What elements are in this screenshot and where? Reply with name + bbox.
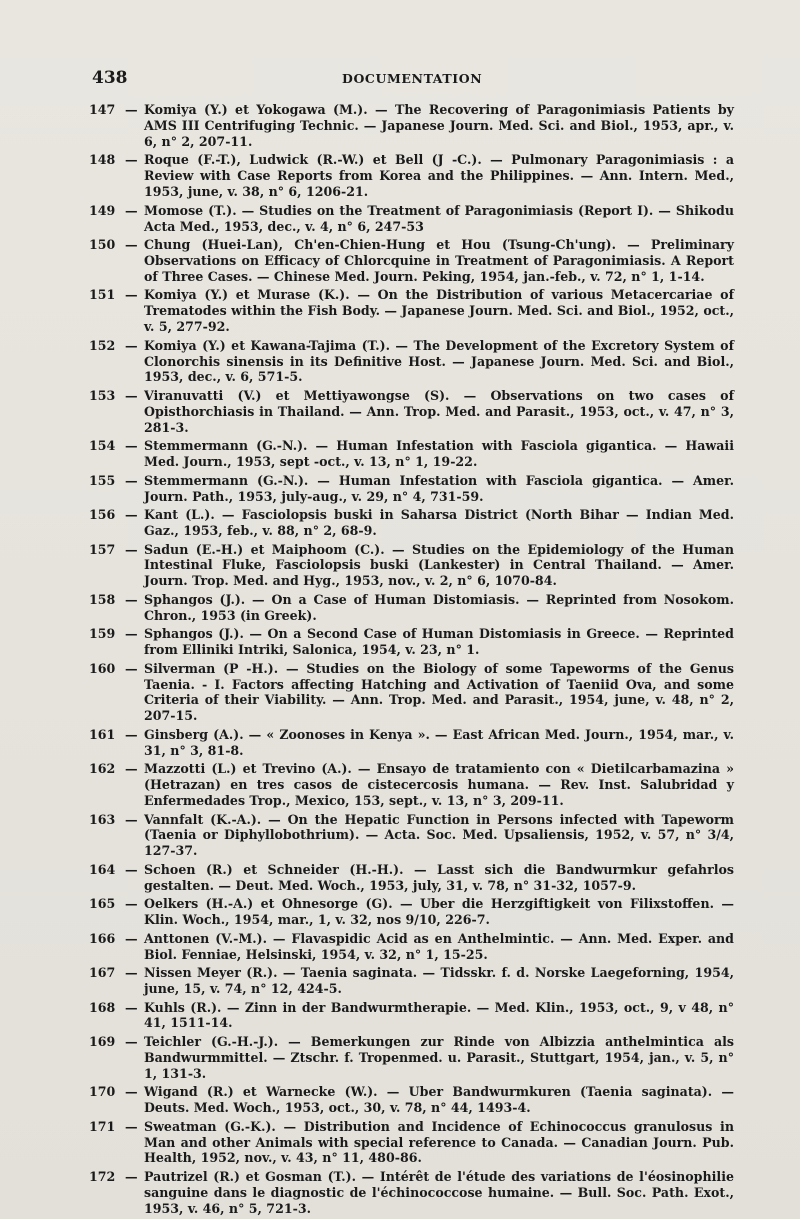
entry-number: 171 bbox=[89, 1118, 116, 1134]
bibliography-entry bbox=[89, 626, 734, 658]
entry-dash: — bbox=[125, 1084, 138, 1100]
entry-citation: Oelkers (H.-A.) et Ohnesorge (G). — Uber die Herzgiftigkeit von Filixstoffen. — Klin. Woch., 1954, mar., 1, v. 32, nos 9/10, 226-7. bbox=[144, 896, 734, 928]
entry-number: 153 bbox=[89, 387, 116, 403]
entry-citation: Stemmermann (G.-N.). — Human Infestation with Fasciola gigantica. — Amer. Journ. Path., 1953, july-aug., v. 29, n° 4, 731-59. bbox=[144, 472, 734, 504]
entry-citation: Pautrizel (R.) et Gosman (T.). — Intérêt de l'étude des variations de l'éosinophilie sanguine dans le diagnostic de l'échinococcose humaine. — Bull. Soc. Path. Exot., 1953, v. 46, n° 5, 721-3. bbox=[144, 1168, 734, 1216]
entry-citation: Sphangos (J.). — On a Second Case of Human Distomiasis in Greece. — Reprinted from Elliniki Intriki, Salonica, 1954, v. 23, n° 1. bbox=[144, 626, 734, 658]
entry-citation: Roque (F.-T.), Ludwick (R.-W.) et Bell (J -C.). — Pulmonary Paragonimiasis : a Review with Case Reports from Korea and the Philippines. — Ann. Intern. Med., 1953, june, v. 38, n° 6, 1206-21. bbox=[144, 152, 734, 200]
entry-dash: — bbox=[125, 965, 138, 981]
entry-dash: — bbox=[125, 438, 138, 454]
entry-citation: Komiya (Y.) et Yokogawa (M.). — The Recovering of Paragonimiasis Patients by AMS III Centrifuging Technic. — Japanese Journ. Med. Sci. and Biol., 1953, apr., v. 6, n° 2, 207-11. bbox=[144, 102, 734, 149]
bibliography-entry bbox=[89, 965, 734, 997]
bibliography-entry bbox=[89, 507, 734, 539]
entry-number: 148 bbox=[89, 152, 116, 168]
bibliography-entry bbox=[89, 388, 734, 436]
entry-number: 160 bbox=[89, 660, 116, 676]
entry-dash: — bbox=[125, 591, 138, 607]
entry-citation: Anttonen (V.-M.). — Flavaspidic Acid as en Anthelmintic. — Ann. Med. Exper. and Biol. Fenniae, Helsinski, 1954, v. 32, n° 1, 15-25. bbox=[144, 930, 734, 962]
bibliography-entry bbox=[89, 862, 734, 894]
entry-citation: Kuhls (R.). — Zinn in der Bandwurmtherapie. — Med. Klin., 1953, oct., 9, v 48, n° 41, 1511-14. bbox=[144, 999, 734, 1031]
entry-citation: Teichler (G.-H.-J.). — Bemerkungen zur Rinde von Albizzia anthelmintica als Bandwurmmittel. — Ztschr. f. Tropenmed. u. Parasit., Stuttgart, 1954, jan., v. 5, n° 1, 131-3. bbox=[144, 1033, 734, 1081]
bibliography-list bbox=[89, 102, 734, 1219]
entry-number: 157 bbox=[89, 541, 116, 557]
bibliography-entry bbox=[89, 592, 734, 624]
entry-number: 155 bbox=[89, 472, 116, 488]
page-number: 438 bbox=[92, 68, 128, 88]
entry-citation: Sadun (E.-H.) et Maiphoom (C.). — Studies on the Epidemiology of the Human Intestinal Fluke, Fasciolopsis buski (Lankester) in Central Thailand. — Amer. Journ. Trop. Med. and Hyg., 1953, nov., v. 2, n° 6, 1070-84. bbox=[144, 541, 734, 589]
entry-dash: — bbox=[125, 1033, 138, 1049]
entry-dash: — bbox=[125, 387, 138, 403]
bibliography-entry bbox=[89, 896, 734, 928]
entry-number: 149 bbox=[89, 202, 116, 218]
entry-dash: — bbox=[125, 152, 138, 168]
entry-dash: — bbox=[125, 202, 138, 218]
entry-dash: — bbox=[125, 541, 138, 557]
page-header bbox=[92, 68, 732, 90]
entry-dash: — bbox=[125, 287, 138, 303]
entry-number: 172 bbox=[89, 1168, 116, 1184]
bibliography-entry bbox=[89, 338, 734, 386]
entry-number: 169 bbox=[89, 1033, 116, 1049]
entry-citation: Komiya (Y.) et Kawana-Tajima (T.). — The Development of the Excretory System of Clonorchis sinensis in its Definitive Host. — Japanese Journ. Med. Sci. and Biol., 1953, dec., v. 6, 571-5. bbox=[144, 337, 734, 385]
entry-citation: Ginsberg (A.). — « Zoonoses in Kenya ». — East African Med. Journ., 1954, mar., v. 31, n° 3, 81-8. bbox=[144, 726, 734, 758]
bibliography-entry bbox=[89, 473, 734, 505]
entry-dash: — bbox=[125, 861, 138, 877]
entry-dash: — bbox=[125, 726, 138, 742]
entry-dash: — bbox=[125, 1168, 138, 1184]
bibliography-entry bbox=[89, 438, 734, 470]
entry-citation: Mazzotti (L.) et Trevino (A.). — Ensayo de tratamiento con « Dietilcarbamazina » (Hetrazan) en tres casos de cistecercosis humana. — Rev. Inst. Salubridad y Enfermedades Trop., Mexico, 153, sept., v. 13, n° 3, 209-11. bbox=[144, 761, 734, 809]
running-head: DOCUMENTATION bbox=[342, 71, 483, 86]
bibliography-entry bbox=[89, 237, 734, 285]
entry-dash: — bbox=[125, 337, 138, 353]
entry-number: 166 bbox=[89, 930, 116, 946]
bibliography-entry bbox=[89, 931, 734, 963]
entry-number: 167 bbox=[89, 965, 116, 981]
entry-citation: Momose (T.). — Studies on the Treatment of Paragonimiasis (Report I). — Shikodu Acta Med., 1953, dec., v. 4, n° 6, 247-53 bbox=[144, 202, 734, 234]
entry-dash: — bbox=[125, 896, 138, 912]
entry-dash: — bbox=[125, 102, 138, 117]
entry-number: 165 bbox=[89, 896, 116, 912]
entry-number: 164 bbox=[89, 861, 116, 877]
entry-number: 156 bbox=[89, 507, 116, 523]
entry-citation: Nissen Meyer (R.). — Taenia saginata. — Tidsskr. f. d. Norske Laegeforning, 1954, june, 15, v. 74, n° 12, 424-5. bbox=[144, 965, 734, 996]
entry-dash: — bbox=[125, 237, 138, 253]
bibliography-entry bbox=[89, 542, 734, 590]
bibliography-entry bbox=[89, 287, 734, 335]
entry-number: 168 bbox=[89, 999, 116, 1015]
entry-citation: Sphangos (J.). — On a Case of Human Distomiasis. — Reprinted from Nosokom. Chron., 1953 (in Greek). bbox=[144, 591, 734, 623]
entry-number: 154 bbox=[89, 438, 116, 454]
bibliography-entry bbox=[89, 661, 734, 725]
entry-dash: — bbox=[125, 811, 138, 827]
bibliography-entry bbox=[89, 1169, 734, 1217]
entry-number: 151 bbox=[89, 287, 116, 303]
entry-number: 150 bbox=[89, 237, 116, 253]
bibliography-entry bbox=[89, 727, 734, 759]
bibliography-entry bbox=[89, 761, 734, 809]
bibliography-entry bbox=[89, 203, 734, 235]
entry-dash: — bbox=[125, 930, 138, 946]
bibliography-entry bbox=[89, 1000, 734, 1032]
entry-citation: Vannfalt (K.-A.). — On the Hepatic Function in Persons infected with Tapeworm (Taenia or Diphyllobothrium). — Acta. Soc. Med. Upsaliensis, 1952, v. 57, n° 3/4, 127-37. bbox=[144, 811, 734, 859]
bibliography-entry bbox=[89, 1119, 734, 1167]
entry-number: 147 bbox=[89, 102, 116, 117]
entry-number: 161 bbox=[89, 726, 116, 742]
entry-citation: Chung (Huei-Lan), Ch'en-Chien-Hung et Hou (Tsung-Ch'ung). — Preliminary Observations on Efficacy of Chlorcquine in Treatment of Paragonimiasis. A Report of Three Cases. — Chinese Med. Journ. Peking, 1954, jan.-feb., v. 72, n° 1, 1-14. bbox=[144, 237, 734, 284]
bibliography-entry bbox=[89, 152, 734, 200]
entry-citation: Kant (L.). — Fasciolopsis buski in Saharsa District (North Bihar — Indian Med. Gaz., 1953, feb., v. 88, n° 2, 68-9. bbox=[144, 507, 734, 538]
bibliography-entry bbox=[89, 1084, 734, 1116]
entry-citation: Stemmermann (G.-N.). — Human Infestation with Fasciola gigantica. — Hawaii Med. Journ., 1953, sept -oct., v. 13, n° 1, 19-22. bbox=[144, 438, 734, 470]
entry-citation: Silverman (P -H.). — Studies on the Biology of some Tapeworms of the Genus Taenia. - I. Factors affecting Hatching and Activation of Taeniid Ova, and some Criteria of their Viability. — Ann. Trop. Med. and Parasit., 1954, june, v. 48, n° 2, 207-15. bbox=[144, 660, 734, 724]
entry-citation: Viranuvatti (V.) et Mettiyawongse (S). — Observations on two cases of Opisthorchiasis in Thailand. — Ann. Trop. Med. and Parasit., 1953, oct., v. 47, n° 3, 281-3. bbox=[144, 387, 734, 435]
entry-dash: — bbox=[125, 472, 138, 488]
entry-number: 163 bbox=[89, 811, 116, 827]
entry-dash: — bbox=[125, 660, 138, 676]
entry-citation: Wigand (R.) et Warnecke (W.). — Uber Bandwurmkuren (Taenia saginata). — Deuts. Med. Woch., 1953, oct., 30, v. 78, n° 44, 1493-4. bbox=[144, 1084, 734, 1116]
entry-citation: Sweatman (G.-K.). — Distribution and Incidence of Echinococcus granulosus in Man and other Animals with special reference to Canada. — Canadian Journ. Pub. Health, 1952, nov., v. 43, n° 11, 480-86. bbox=[144, 1118, 734, 1166]
entry-dash: — bbox=[125, 507, 138, 523]
entry-number: 170 bbox=[89, 1084, 116, 1100]
entry-number: 158 bbox=[89, 591, 116, 607]
entry-citation: Komiya (Y.) et Murase (K.). — On the Distribution of various Metacercariae of Trematodes within the Fish Body. — Japanese Journ. Med. Sci. and Biol., 1952, oct., v. 5, 277-92. bbox=[144, 287, 734, 335]
entry-dash: — bbox=[125, 999, 138, 1015]
entry-dash: — bbox=[125, 761, 138, 777]
entry-number: 162 bbox=[89, 761, 116, 777]
entry-number: 159 bbox=[89, 626, 116, 642]
bibliography-entry bbox=[89, 102, 734, 150]
entry-dash: — bbox=[125, 626, 138, 642]
entry-citation: Schoen (R.) et Schneider (H.-H.). — Lasst sich die Bandwurmkur gefahrlos gestalten. — Deut. Med. Woch., 1953, july, 31, v. 78, n° 31-32, 1057-9. bbox=[144, 861, 734, 893]
bibliography-entry bbox=[89, 812, 734, 860]
bibliography-entry bbox=[89, 1034, 734, 1082]
entry-number: 152 bbox=[89, 337, 116, 353]
entry-dash: — bbox=[125, 1118, 138, 1134]
